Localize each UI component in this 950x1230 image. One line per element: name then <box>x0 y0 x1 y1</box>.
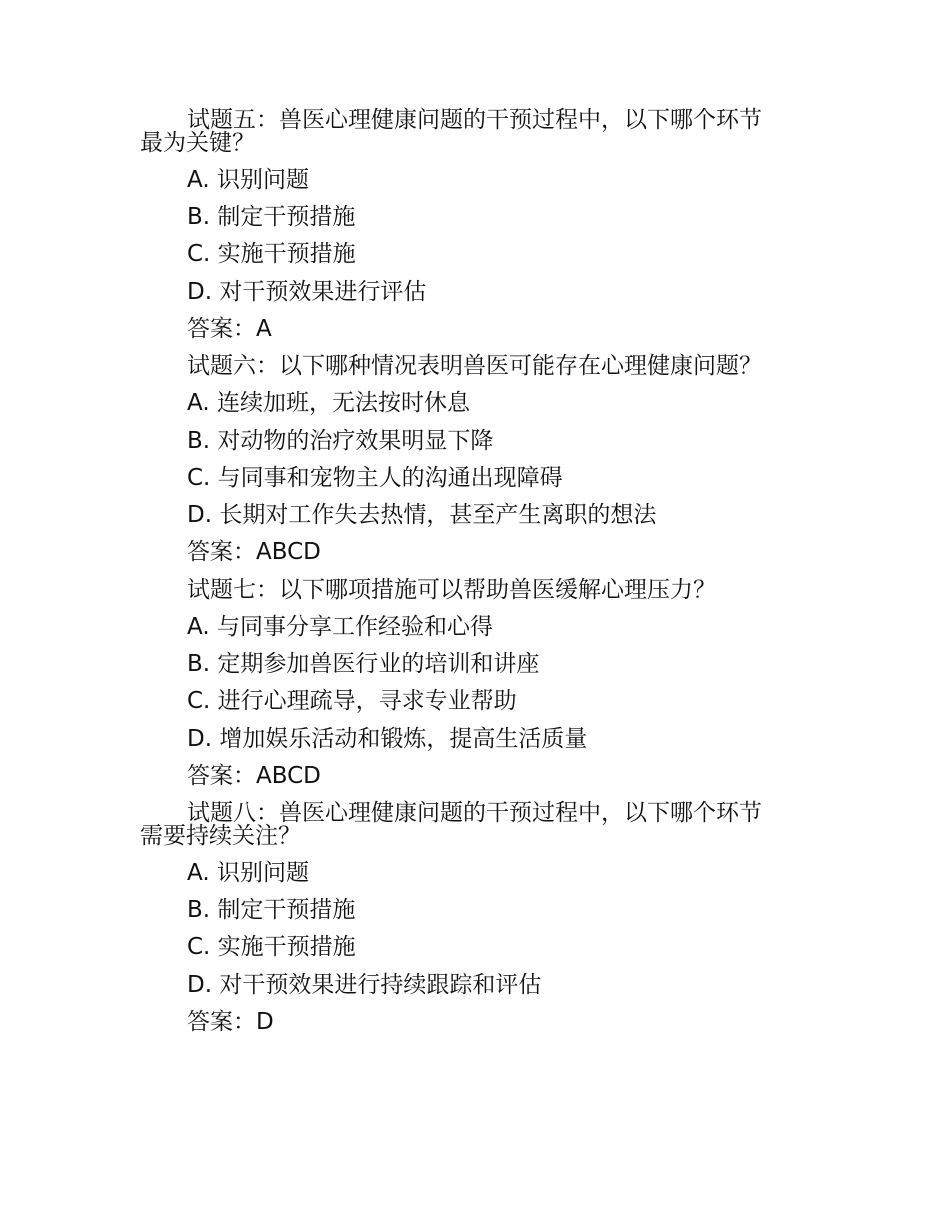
option-c: C. 与同事和宠物主人的沟通出现障碍 <box>187 465 563 491</box>
question-stem: 试题七：以下哪项措施可以帮助兽医缓解心理压力？ <box>187 577 716 603</box>
option-d: D. 对干预效果进行持续跟踪和评估 <box>187 972 542 998</box>
option-a: A. 连续加班，无法按时休息 <box>187 390 470 416</box>
answer: 答案：ABCD <box>187 763 321 789</box>
option-a: A. 识别问题 <box>187 860 309 886</box>
question-stem: 试题八：兽医心理健康问题的干预过程中，以下哪个环节 <box>187 800 762 826</box>
answer: 答案：A <box>187 316 272 342</box>
question-stem: 试题六：以下哪种情况表明兽医可能存在心理健康问题？ <box>187 353 762 379</box>
option-c: C. 实施干预措施 <box>187 241 356 267</box>
option-a: A. 与同事分享工作经验和心得 <box>187 614 493 640</box>
question-stem: 试题五：兽医心理健康问题的干预过程中，以下哪个环节 <box>187 107 762 133</box>
option-b: B. 制定干预措施 <box>187 897 356 923</box>
option-c: C. 实施干预措施 <box>187 934 356 960</box>
option-d: D. 增加娱乐活动和锻炼，提高生活质量 <box>187 726 588 752</box>
option-c: C. 进行心理疏导，寻求专业帮助 <box>187 688 517 714</box>
option-b: B. 对动物的治疗效果明显下降 <box>187 428 494 454</box>
option-b: B. 定期参加兽医行业的培训和讲座 <box>187 651 540 677</box>
option-b: B. 制定干预措施 <box>187 204 356 230</box>
option-a: A. 识别问题 <box>187 167 309 193</box>
question-stem-continuation: 最为关键？ <box>140 130 255 156</box>
option-d: D. 对干预效果进行评估 <box>187 279 427 305</box>
option-d: D. 长期对工作失去热情，甚至产生离职的想法 <box>187 502 657 528</box>
answer: 答案：ABCD <box>187 539 321 565</box>
question-stem-continuation: 需要持续关注？ <box>140 823 301 849</box>
answer: 答案：D <box>187 1009 274 1035</box>
